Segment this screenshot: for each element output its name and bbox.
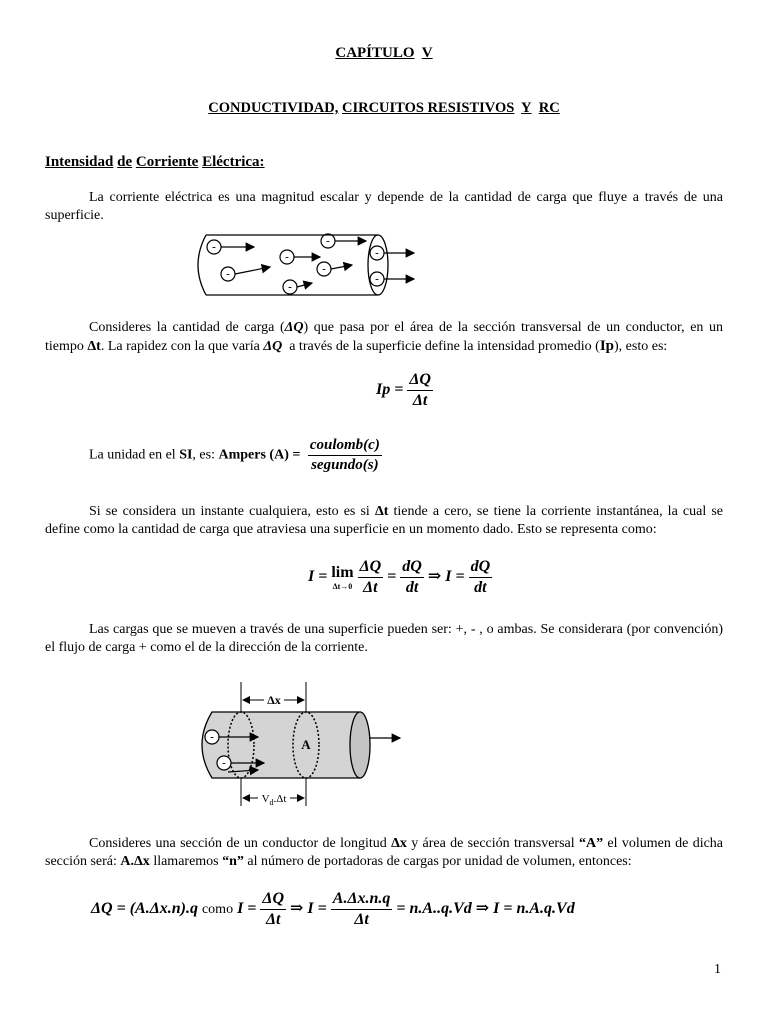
charge-label: - <box>212 241 216 253</box>
si-label: SI <box>179 447 193 463</box>
page-number: 1 <box>714 962 721 977</box>
lim-subscript: Δt→0 <box>332 582 353 591</box>
charge-label: - <box>285 251 289 263</box>
unit-numerator: coulomb(c) <box>308 437 382 456</box>
ip-lhs: Ip = <box>376 381 404 399</box>
charge-label: - <box>322 263 326 275</box>
delta-t: Δt <box>374 504 389 519</box>
area-label: A <box>301 737 311 752</box>
equation-ip <box>376 371 433 410</box>
vd-dt-label: $V_d.\Delta t$ <box>261 793 287 807</box>
title-part3: Y <box>521 100 532 116</box>
charge-label: - <box>226 268 230 280</box>
charge-markers <box>207 234 384 294</box>
paragraph-1: La corriente eléctrica es una magnitud escalar y depende de la cantidad de carga que fluye a través de una superficie. <box>45 190 723 223</box>
delta-t: Δt <box>87 339 101 354</box>
chapter-label: CAPÍTULO <box>335 45 415 61</box>
lim-operator: lim <box>331 564 354 581</box>
fraction-denominator: Δt <box>412 392 428 409</box>
conductor-section-figure <box>190 680 420 812</box>
paragraph-5: Consideres una sección de un conductor de longitud Δx y área de sección transversal “A” el volumen de dicha sección será: A.Δx llamaremos “n” al número de portadoras de cargas por unidad de volumen, entonces: <box>45 836 724 869</box>
paragraph-2: Consideres la cantidad de carga (ΔQ) que pasa por el área de la sección transversal de un conductor, en un tiempo Δt. La rapidez con la que varía ΔQ a través de la superficie define la intensidad promedio (Ip), esto es: <box>45 320 724 354</box>
section-heading <box>45 154 265 171</box>
section-word: de <box>117 154 133 170</box>
ip-symbol: Ip <box>599 338 615 354</box>
unit-denominator: segundo(s) <box>311 457 379 473</box>
ampers-label: Ampers (A) = <box>218 447 301 463</box>
section-word: Corriente <box>135 154 199 170</box>
charge-label: - <box>375 247 379 259</box>
charge-label: - <box>375 273 379 285</box>
area-quote: “A” <box>578 836 604 851</box>
volume-expr: A.Δx <box>120 854 150 869</box>
title-part2: CIRCUITOS RESISTIVOS <box>342 100 515 116</box>
charge-label: - <box>326 235 330 247</box>
title-part4: RC <box>538 100 560 116</box>
delta-x: Δx <box>391 836 407 851</box>
chapter-heading <box>0 45 768 62</box>
section-word: Eléctrica: <box>202 154 265 170</box>
charge-expr: ΔQ = (A.Δx.n).q <box>91 900 198 918</box>
section-word: Intensidad <box>45 154 114 170</box>
velocity-arrows <box>221 241 414 287</box>
equation-limit: I = lim Δt→0 $\frac{\Delta Q}{\Delta t}$ = $\frac{dQ}{dt}$ ⇒ I = $\frac{dQ}{dt}$ <box>308 558 491 596</box>
n-quote: “n” <box>222 854 244 869</box>
como-text: como <box>201 902 234 918</box>
charge-label: - <box>288 281 292 293</box>
paragraph-4: Las cargas que se mueven a través de una superficie pueden ser: +, - , o ambas. Se considerara (por convención) el flujo de carga + como el de la dirección de la corriente. <box>45 622 723 655</box>
charge-label: - <box>222 757 226 769</box>
conductor-figure <box>190 227 420 299</box>
chapter-number: V <box>421 45 433 61</box>
delta-q: ΔQ <box>263 339 283 354</box>
title-part1: CONDUCTIVIDAD, <box>208 100 339 116</box>
equation-final: ΔQ = (A.Δx.n).q como I = $\frac{\Delta Q}{\Delta t}$ ⇒ I = $\frac{A.\Delta x.n.q}{\Delta t}$ = n.A..q.Vd ⇒ I = n.A.q.Vd <box>91 890 575 928</box>
delta-q: ΔQ <box>284 320 304 335</box>
paragraph-3: Si se considera un instante cualquiera, esto es si Δt tiende a cero, se tiene la corriente instantánea, la cual se define como la cantidad de carga que atraviesa una superficie en un momento dado. Esto se representa como: <box>45 504 724 537</box>
chapter-title <box>0 100 768 117</box>
charge-label: - <box>210 731 214 743</box>
fraction-numerator: ΔQ <box>407 371 433 391</box>
units-line: La unidad en el SI, es: Ampers (A) = $\frac{\text{coulomb(c)}}{\text{segundo(s)}}$ <box>89 437 380 473</box>
delta-x-label: Δx <box>267 693 281 707</box>
